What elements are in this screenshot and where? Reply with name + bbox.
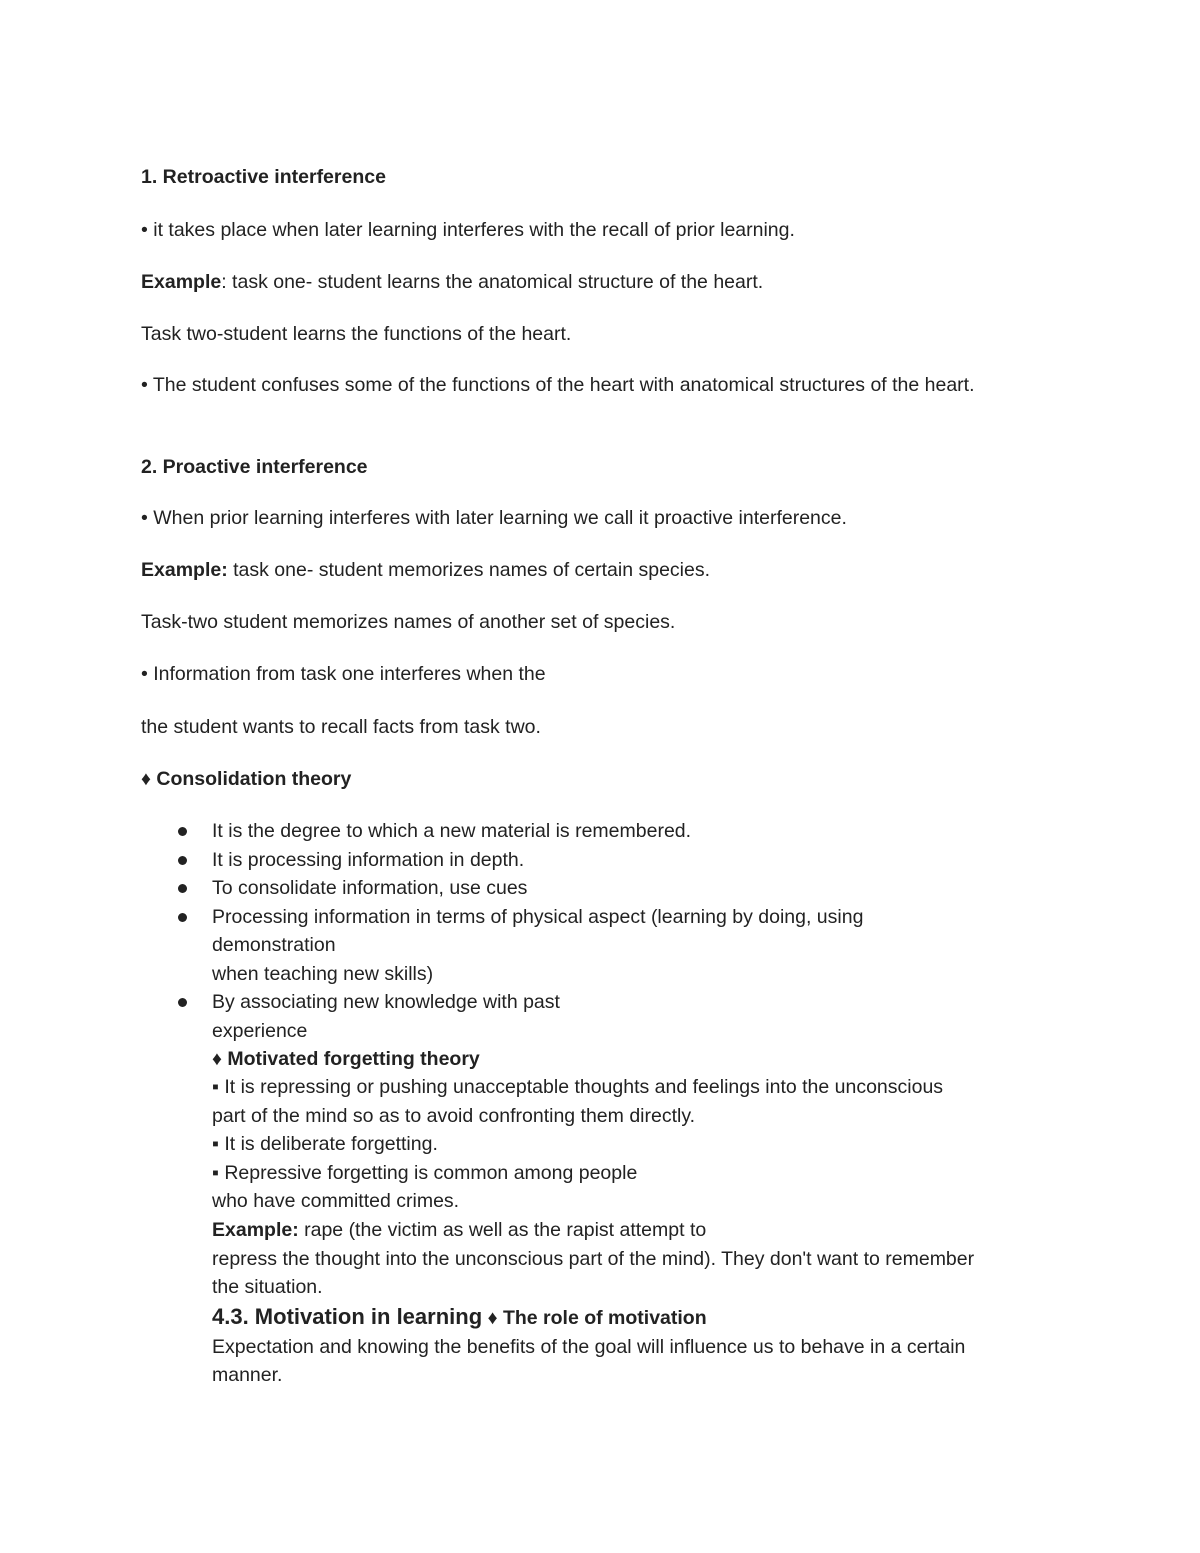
motivated-line-5: who have committed crimes. <box>212 1190 460 1212</box>
bullet-dot-icon <box>178 827 187 836</box>
section-title-consolidation: ♦ Consolidation theory <box>141 768 352 790</box>
consolidation-list <box>141 817 1071 1045</box>
pro-example <box>141 556 1071 585</box>
list-item: By associating new knowledge with past experience <box>141 988 1071 1045</box>
list-item: It is the degree to which a new material is remembered. <box>141 817 1071 846</box>
list-item: It is processing information in depth. <box>141 846 1071 875</box>
motivation-line-2: manner. <box>212 1364 283 1386</box>
pro-task-two: Task-two student memorizes names of another set of species. <box>141 611 676 633</box>
retro-bullet-2: • The student confuses some of the functions of the heart with anatomical structures of the heart. <box>141 374 975 396</box>
list-item: To consolidate information, use cues <box>141 874 1071 903</box>
motivated-example-label: Example: <box>212 1219 299 1241</box>
pro-bullet-1: • When prior learning interferes with later learning we call it proactive interference. <box>141 507 847 529</box>
section-title-motivated-forgetting: ♦ Motivated forgetting theory <box>212 1048 480 1070</box>
pro-continuation: the student wants to recall facts from task two. <box>141 716 541 738</box>
section-title-motivation <box>212 1302 1072 1333</box>
motivation-title-main: 4.3. Motivation in learning <box>212 1304 483 1329</box>
bullet-dot-icon <box>178 884 187 893</box>
bullet-dot-icon <box>178 856 187 865</box>
pro-bullet-2: • Information from task one interferes when the <box>141 663 546 685</box>
retro-example-label: Example <box>141 271 222 293</box>
bullet-dot-icon <box>178 913 187 922</box>
retro-example-text: : task one- student learns the anatomical structure of the heart. <box>221 271 764 293</box>
retro-bullet-1: • it takes place when later learning interferes with the recall of prior learning. <box>141 219 795 241</box>
motivated-line-1: ▪ It is repressing or pushing unacceptable thoughts and feelings into the unconscious <box>212 1076 944 1098</box>
motivated-line-8: the situation. <box>212 1276 323 1298</box>
motivated-line-3: ▪ It is deliberate forgetting. <box>212 1133 438 1155</box>
retro-example <box>141 268 1071 297</box>
retro-task-two: Task two-student learns the functions of the heart. <box>141 323 572 345</box>
motivated-example <box>212 1216 1072 1245</box>
pro-example-label: Example: <box>141 559 228 581</box>
section-title-retroactive: 1. Retroactive interference <box>141 166 386 188</box>
pro-example-text: task one- student memorizes names of certain species. <box>227 559 711 581</box>
motivated-line-2: part of the mind so as to avoid confronting them directly. <box>212 1105 696 1127</box>
motivated-example-text: rape (the victim as well as the rapist attempt to <box>298 1219 707 1241</box>
motivated-line-7: repress the thought into the unconscious part of the mind). They don't want to remember <box>212 1248 975 1270</box>
motivation-line-1: Expectation and knowing the benefits of the goal will influence us to behave in a certain <box>212 1336 966 1358</box>
section-title-proactive: 2. Proactive interference <box>141 456 368 478</box>
motivation-title-sub: ♦ The role of motivation <box>482 1307 707 1329</box>
bullet-dot-icon <box>178 998 187 1007</box>
motivated-line-4: ▪ Repressive forgetting is common among people <box>212 1162 638 1184</box>
list-item: Processing information in terms of physical aspect (learning by doing, using demonstration when teaching new skills) <box>141 903 1071 989</box>
